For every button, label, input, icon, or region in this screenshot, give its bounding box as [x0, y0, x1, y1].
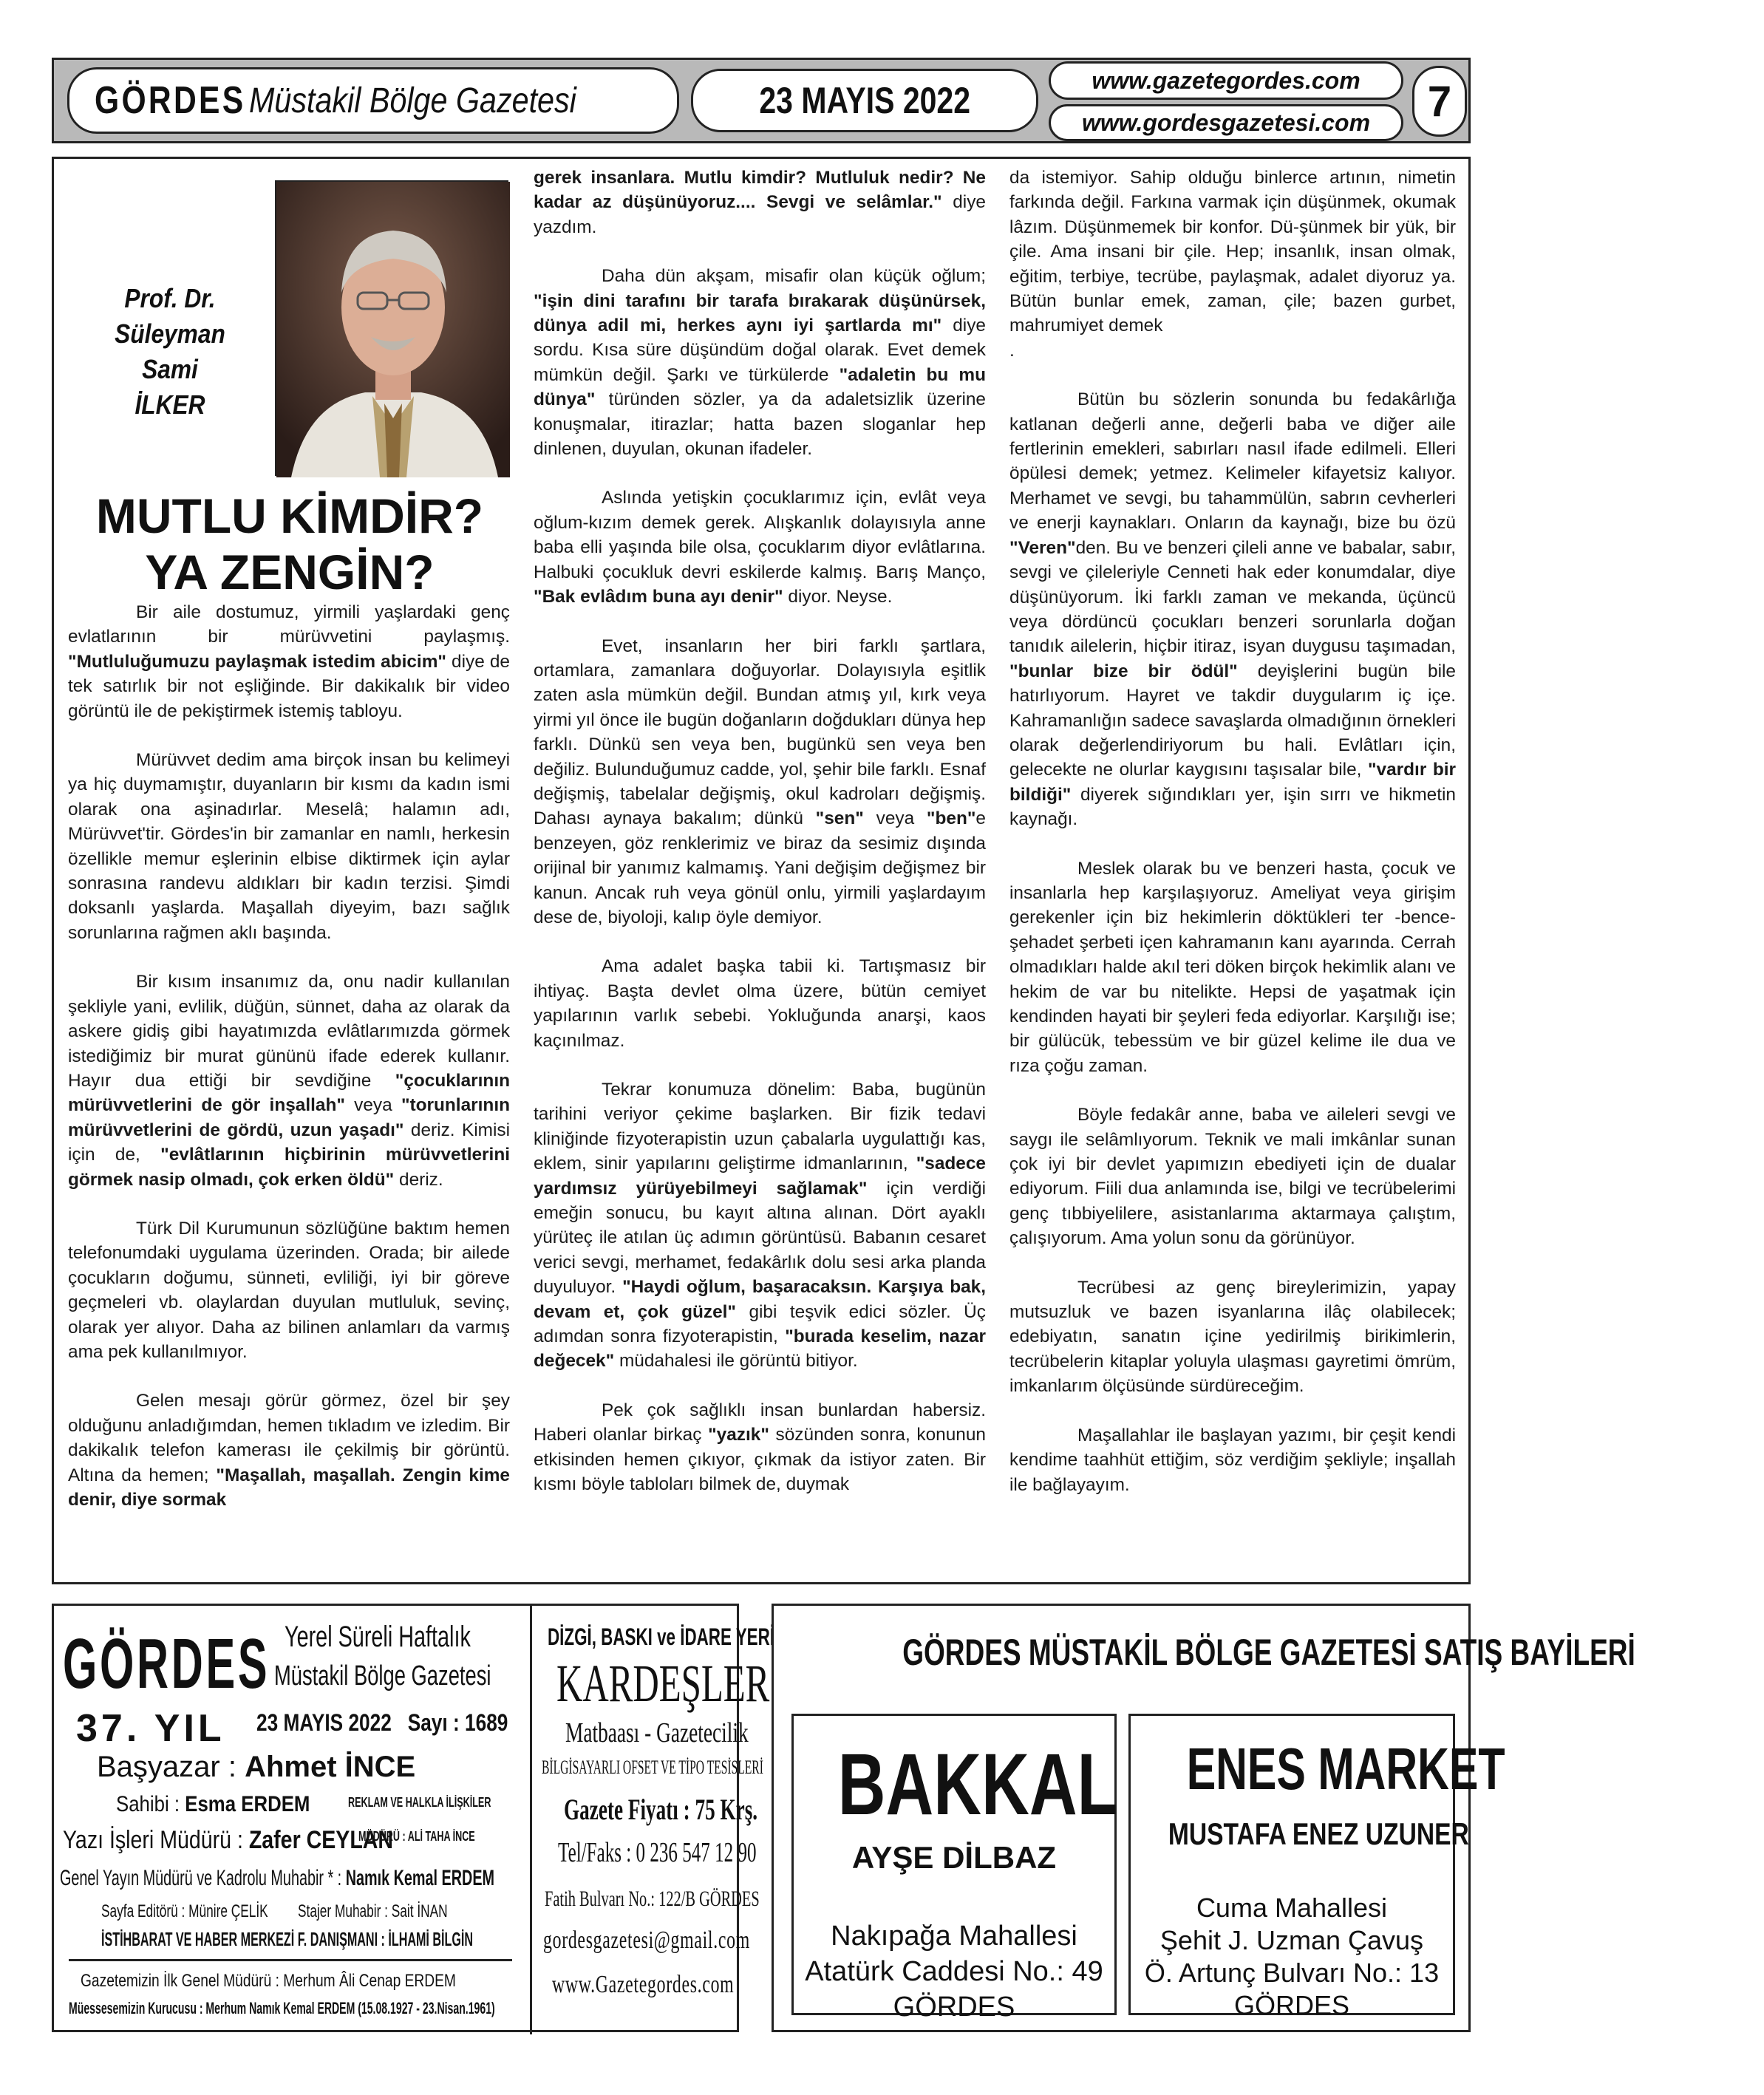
paragraph: Tekrar konumuza dönelim: Baba, bugünün tarihini veriyor çekime başlarken. Bir fizik tedavi kliniğinde fizyoterapistin uzun çabalarla uygulattığı kas, eklem, sinir yapılarını geliştirme idmanlarının, "sadece yardımsız yürüyebilmeyi sağlamak" için verdiği emeğin sonucu, bu kayıt altına alınan. Dört ayaklı yürüteç ile atılan üç adımın görüntüsü. Babanın cesaret verici sevgi, merhamet, fedakârlık dolu sesi arka planda duyuluyor. "Haydi oğlum, başaracaksın. Karşıya bak, devam et, çok güzel" gibi teşvik edici sözler. Üç adımdan sonra fizyoterapistin, "burada keselim, nazar değecek" müdahalesi ile görüntü bitiyor. [534, 1080, 986, 1372]
paragraph: Bir kısım insanımız da, onu nadir kullanılan şekliyle yani, evlilik, düğün, sünnet, daha az olarak da askere gidiş gibi hayatımızda evlâtlarımızda görmek istediğimiz bir murat gününü ifade ederek kullanır. Hayır dua ettiği bir sevdiğine "çocuklarının mürüvvetlerini de gör inşallah" veya "torunlarının mürüvvetlerini de gördü, uzun yaşadı" deriz. Kimisi için de, "evlâtlarının hiçbirinin mürüvvetlerini görmek nasip olmadı, çok erken öldü" deriz. [68, 972, 511, 1190]
paragraph: gerek insanlara. Mutlu kimdir? Mutluluk nedir? Ne kadar az düşünüyoruz.... Sevgi ve selâmlar." diye yazdım. [534, 168, 986, 237]
masthead [52, 58, 1471, 143]
dealer-shop-2 [1128, 1714, 1505, 2020]
paragraph: Türk Dil Kurumunun sözlüğüne baktım hemen telefonumdaki uygulama üzerinden. Orada; bir ailede çocukların doğumu, sünneti, evliliği, iyi bir göreve geçmeleri vb. olaylardan duyulan mutluluk, sevinç, olarak yer alıyor. Daha az bilinen anlamları da varmış ama pek kullanılmıyor. [68, 1218, 510, 1362]
paragraph: Böyle fedakâr anne, baba ve aileleri sevgi ve saygı ile selâmlıyorum. Teknik ve mali imkânlar sunan çok iyi bir devlet yapımızın ebediyeti için de dualar ediyorum. Fiili dua anlamında ise, bilgi ve tecrübelerimi genç tıbbiyelilere, asistanlarıma aktarmaya çalıştım, çalışıyorum. Ama yolun sonu da görünüyor. [1009, 1105, 1456, 1249]
printer-website[interactable]: www.Gazetegordes.com [552, 1971, 735, 1998]
printer-name: KARDEŞLER [556, 1654, 770, 1713]
imprint-box [52, 1604, 775, 2032]
imprint-page-editor: Sayfa Editörü : Münire ÇELİK [101, 1901, 268, 1921]
imprint-chief: Başyazar : Ahmet İNCE [97, 1751, 416, 1783]
page-number: 7 [1412, 66, 1467, 137]
imprint-date-issue: 23 MAYIS 2022 Sayı : 1689 [256, 1709, 508, 1736]
headline-line-2: YA ZENGİN? [145, 545, 435, 599]
shop2-owner: MUSTAFA ENEZ UZUNER [1168, 1816, 1469, 1851]
website-box-2 [1049, 104, 1403, 141]
paragraph: da istemiyor. Sahip olduğu binlerce artının, nimetin farkında değil. Farkına varmak için düşünmek, okumak lâzım. Düşünmemek bir konfor. Dü-şünmek bir yük, bir çile. Ama insani bir çile. Hep; insanlık, insan olmak, eğitim, terbiye, tecrübe, paylaşmak, adalet diyoruz ya. Bütün bunlar emek, zaman, çile; bazen gurbet, mahrumiyet demek [1009, 168, 1456, 336]
author-photo [275, 180, 508, 476]
article-column-1 [68, 600, 510, 1577]
shop1-address-1: Nakıpağa Mahallesi [831, 1921, 1077, 1952]
printer-facilities: BİLGİSAYARLI OFSET VE TİPO TESİSLERİ [542, 1757, 763, 1778]
paragraph: Pek çok sağlıklı insan bunlardan habersiz. Haberi olanlar birkaç "yazık" sözünden sonra, konunun etkisinden hemen çıkıyor, çıkmak da istiyor zaten. Bir kısmı böyle tabloları bilmek de, duymak [534, 1400, 986, 1495]
printer-email[interactable]: gordesgazetesi@gmail.com [543, 1927, 750, 1954]
imprint-first-gm: Gazetemizin İlk Genel Müdürü : Merhum Âli Cenap ERDEM [81, 1971, 456, 1991]
shop2-address-2: Şehit J. Uzman Çavuş [1159, 1925, 1424, 1955]
imprint-brand: GÖRDES [63, 1624, 270, 1703]
author-title: Prof. Dr. [124, 283, 216, 313]
website-box-1 [1049, 61, 1403, 100]
article-column-3 [1009, 166, 1456, 1577]
paragraph: Evet, insanların her biri farklı şartlara, ortamlara, zamanlara doğuyorlar. Dolayısıyla eşitlik zaten asla mümkün değil. Bundan atmış yıl, kırk veya yirmi yıl önce ile bugün doğanların doğdukları dünya hep farklı. Dünkü sen veya ben, bugünkü sen veya ben değiliz. Bulunduğumuz cadde, yol, şehir bile farklı. Esnaf değişmiş, tabelalar değişmiş, okul kadroları değişmiş. Dahası aynaya bakalım; dünkü "sen" veya "ben"e benzeyen, göz renklerimiz ve biraz da sesimiz dışında orijinal bir yanımız kalmamış. Yani değişim değişmez bir kanun. Ancak ruh veya gönül onlu, yirmili yaşlardayım dese de, biyoloji, kalıp öyle demiyor. [534, 636, 986, 927]
dealers-title: GÖRDES MÜSTAKİL BÖLGE GAZETESİ SATIŞ BAYİLERİ [902, 1632, 1635, 1673]
headline-line-1: MUTLU KİMDİR? [95, 488, 484, 543]
imprint-pr: REKLAM VE HALKLA İLİŞKİLER [348, 1795, 491, 1810]
article-headline [68, 488, 511, 600]
newspaper-price: Gazete Fiyatı : 75 Krş. [564, 1793, 758, 1826]
masthead-brand: GÖRDES [95, 79, 246, 122]
imprint-editor: Yazı İşleri Müdürü : Zafer CEYLAN [63, 1826, 394, 1854]
imprint-founder: Müessesemizin Kurucusu : Merhum Namık Kemal ERDEM (15.08.1927 - 23.Nisan.1961) [69, 1999, 495, 2017]
website-2[interactable]: www.gordesgazetesi.com [1081, 109, 1371, 136]
shop1-address-3: GÖRDES [893, 1992, 1015, 2023]
imprint-tag2: Müstakil Bölge Gazetesi [274, 1660, 491, 1692]
shop2-name: ENES MARKET [1186, 1736, 1505, 1802]
shop2-address-1: Cuma Mahallesi [1196, 1893, 1388, 1923]
imprint-owner: Sahibi : Esma ERDEM [116, 1792, 310, 1816]
paragraph: Daha dün akşam, misafir olan küçük oğlum; "işin dini tarafını bir tarafa bırakarak düşünürsek, dünya adil mi, herkes aynı iyi şartlarda mı" diye sordu. Kısa süre düşündüm doğal olarak. Evet demek mümkün değil. Şarkı ve türkülerde "adaletin bu mu dünya" türünden sözler, ya da adaletsizlik üzerine konuşmalar, itirazlar; hatta bazen sloganlar hep dinlenen, duyulan, okunan ifadeler. [534, 266, 986, 460]
shop1-address-2: Atatürk Caddesi No.: 49 [805, 1956, 1103, 1987]
article-column-2 [534, 166, 986, 1577]
paragraph: Meslek olarak bu ve benzeri hasta, çocuk ve insanlarla hep karşılaşıyoruz. Ameliyat veya girişim gerekenler için biz hekimlerin döktükleri ter -bence- şehadet şerbeti içen kahramanın kanı ayarında. Cerrah olmadıkları halde akıl teri döken birçok hekimlik alanı ve hekim de var bu nitelikte. Hepsi de yaşatmak için kendinden hayati bir şeyleri feda ediyorlar. Karşılığı ise; bir gülücük, tebessüm ve bir güzel kelime ile dua ve rıza çoğu zaman. [1009, 858, 1456, 1076]
imprint-tag1: Yerel Süreli Haftalık [285, 1621, 471, 1653]
issue-date: 23 MAYIS 2022 [759, 80, 970, 121]
shop1-owner: AYŞE DİLBAZ [851, 1840, 1057, 1875]
printer-subtitle: Matbaası - Gazetecilik [565, 1717, 749, 1748]
printer-heading: DİZGİ, BASKI ve İDARE YERİ [548, 1624, 775, 1650]
dealer-shop-1 [791, 1714, 1118, 2023]
imprint-vertical-divider [530, 1606, 532, 2034]
imprint-intel: İSTİHBARAT VE HABER MERKEZİ F. DANIŞMANI : İLHAMİ BİLGİN [101, 1928, 473, 1950]
paragraph: Tecrübesi az genç bireylerimizin, yapay mutsuzluk ve bazen isyanlarına ilâç olabilecek; edebiyatın, sanatın içine yedirilmiş birikimlerin, tecrübelerin kitaplar yoluyla ulaşması gayretimi ömrüm, imkanlarım ölçüsünde sürdüreceğim. [1009, 1277, 1456, 1397]
shop2-address-4: GÖRDES [1233, 1990, 1350, 2020]
printer-phone: Tel/Faks : 0 236 547 12 90 [558, 1837, 757, 1868]
paragraph: Mürüvvet dedim ama birçok insan bu kelimeyi ya hiç duymamıştır, duyanların bir kısmı da kadın ismi olarak ona aşinadırlar. Meselâ; halamın adı, Mürüvvet'tir. Gördes'in bir zamanlar en namlı, herkesin özellikle memur eşlerinin elbise diktirmek için aylar sonrasına randevu aldıkları bir kadın terzisi. Şimdi doksanlı yaşlarda. Maşallah diyeyim, bazı sağlık sorunlarına rağmen aklı başında. [68, 750, 510, 943]
paragraph: . [1009, 340, 1015, 361]
masthead-date-box [691, 69, 1038, 132]
imprint-pr-manager: MÜDÜRÜ : ALİ TAHA İNCE [358, 1829, 475, 1844]
shop1-name: BAKKAL [837, 1736, 1118, 1833]
author-byline [74, 281, 266, 423]
paragraph: Bütün bu sözlerin sonunda bu fedakârlığa katlanan değerli anne, değerli baba ve diğer aile fertlerinin emekleri, sabırları nasıl ifade edilmeli. Elleri öpülesi demek; yetmez. Kelimeler kifayetsiz kalıyor. Merhamet ve sevgi, bu tahammülün, sabrın cevherleri ve enerji kaynakları. Onların da kaynağı, bize bu özü "Veren"den. Bu ve benzeri çileli anne ve babalar, sabır, sevgi ve çileleriyle Cenneti hak eder konumdalar, diye düşünüyorum. İki farklı zaman ve mekanda, üçüncü veya dördüncü çocukları benzeri sorunlarla doğan tanıdık ailelerin, hiçbir itiraz, isyan duygusu taşımadan, "bunlar bize bir ödül" deyişlerini bugün bile hatırlıyorum. Hayret ve takdir duygularım iç içe. Kahramanlığın sadece savaşlarda olmadığının örnekleri olarak değerlendiriyorum bu hali. Evlâtları için, gelecekte ne olurlar kaygısını taşısalar bile, "vardır bir bildiği" diyerek sığındıkları yer, işin sırrı ve hikmetin kaynağı. [1009, 389, 1457, 830]
imprint-divider [69, 1959, 512, 1961]
paragraph: Ama adalet başka tabii ki. Tartışmasız bir ihtiyaç. Başta devlet olma üzere, bütün cemiyet yapılarının varlık sebebi. Yokluğunda anarşi, kaos kaçınılmaz. [534, 956, 986, 1051]
paragraph: Maşallahlar ile başlayan yazımı, bir çeşit kendi kendime taahhüt ettiğim, söz verdiğim şekliyle; inşallah ile bağlayayım. [1009, 1425, 1456, 1495]
paragraph: Bir aile dostumuz, yirmili yaşlardaki genç evlatlarının bir mürüvvetini paylaşmış. "Mutluluğumuzu paylaşmak istedim abicim" diye de tek satırlık bir not eşliğinde. Bir dakikalık bir video görüntü ile de pekiştirmek istemiş tabloyu. [68, 602, 510, 721]
imprint-intern: Stajer Muhabir : Sait İNAN [298, 1901, 448, 1921]
website-1[interactable]: www.gazetegordes.com [1092, 67, 1361, 94]
dealers-box [772, 1604, 1635, 2032]
imprint-year: 37. YIL [76, 1707, 225, 1750]
shop2-address-3: Ö. Artunç Bulvarı No.: 13 [1144, 1958, 1440, 1988]
printer-address: Fatih Bulvarı No.: 122/B GÖRDES [545, 1887, 760, 1911]
author-name: Süleyman Sami [115, 318, 225, 384]
paragraph: Gelen mesajı görür görmez, özel bir şey olduğunu anladığımdan, hemen tıkladım ve izledim. Bir dakikalık telefon kamerası ile çekilmiş bir görüntü. Altına da hemen; "Maşallah, maşallah. Zengin kime denir, diye sormak [68, 1391, 510, 1510]
masthead-subtitle: Müstakil Bölge Gazetesi [249, 81, 577, 120]
author-portrait-image [276, 182, 510, 477]
imprint-general-manager: Genel Yayın Müdürü ve Kadrolu Muhabir * : Namık Kemal ERDEM [60, 1866, 495, 1890]
masthead-title-box [67, 67, 679, 134]
author-surname: İLKER [134, 389, 205, 420]
paragraph: Aslında yetişkin çocuklarımız için, evlât veya oğlum-kızım demek gerek. Alışkanlık dolayısıyla anne baba elli yaşında bile olsa, çocuklarım diyor evlâtlarına. Halbuki çocukluk devri eskilerde kalmış. Barış Manço, "Bak evlâdım buna ayı denir" diyor. Neyse. [534, 488, 986, 607]
